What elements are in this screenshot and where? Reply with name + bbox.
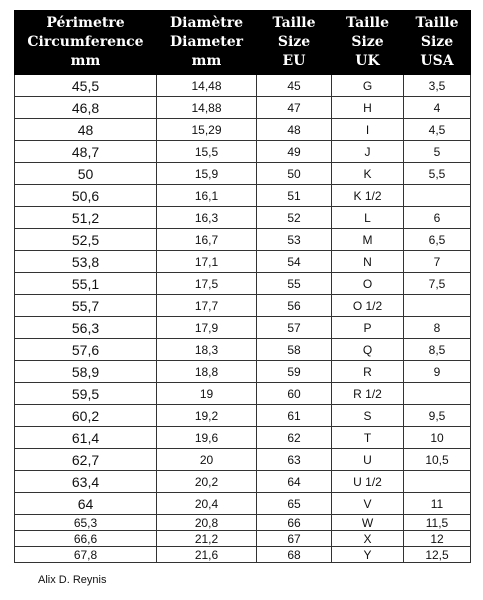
cell-diameter: 21,6 (157, 547, 257, 563)
cell-size-uk: P (332, 317, 404, 339)
cell-size-uk: G (332, 75, 404, 97)
header-label: Size (420, 34, 454, 50)
table-row (15, 295, 471, 317)
cell-size-eu: 53 (257, 229, 332, 251)
cell-size-uk: H (332, 97, 404, 119)
cell-size-usa: 4 (404, 97, 471, 119)
header-unit: UK (355, 53, 380, 69)
header-size-uk (332, 11, 404, 75)
table-row (15, 229, 471, 251)
cell-size-uk: K (332, 163, 404, 185)
cell-circumference: 48,7 (15, 141, 157, 163)
cell-size-usa: 12 (404, 531, 471, 547)
cell-diameter: 19,6 (157, 427, 257, 449)
header-label: Circumference (27, 34, 144, 50)
table-row (15, 185, 471, 207)
table-row (15, 427, 471, 449)
cell-size-uk: R 1/2 (332, 383, 404, 405)
cell-size-uk: S (332, 405, 404, 427)
cell-diameter: 18,3 (157, 339, 257, 361)
cell-circumference: 57,6 (15, 339, 157, 361)
cell-diameter: 17,9 (157, 317, 257, 339)
cell-size-eu: 50 (257, 163, 332, 185)
cell-size-uk: U (332, 449, 404, 471)
cell-size-eu: 68 (257, 547, 332, 563)
cell-diameter: 20,2 (157, 471, 257, 493)
cell-circumference: 62,7 (15, 449, 157, 471)
cell-diameter: 16,1 (157, 185, 257, 207)
header-label: Taille (345, 15, 389, 31)
cell-size-eu: 51 (257, 185, 332, 207)
header-label: Taille (272, 15, 316, 31)
cell-diameter: 17,1 (157, 251, 257, 273)
cell-diameter: 16,3 (157, 207, 257, 229)
cell-size-usa: 9,5 (404, 405, 471, 427)
table-row (15, 163, 471, 185)
header-size-eu (257, 11, 332, 75)
cell-size-uk: L (332, 207, 404, 229)
cell-circumference: 50 (15, 163, 157, 185)
cell-size-usa (404, 295, 471, 317)
cell-diameter: 16,7 (157, 229, 257, 251)
header-label: Diameter (169, 34, 243, 50)
table-row (15, 515, 471, 531)
cell-diameter: 18,8 (157, 361, 257, 383)
cell-size-eu: 48 (257, 119, 332, 141)
cell-diameter: 15,5 (157, 141, 257, 163)
table-row (15, 449, 471, 471)
cell-size-usa: 7,5 (404, 273, 471, 295)
table-row (15, 493, 471, 515)
cell-circumference: 51,2 (15, 207, 157, 229)
cell-size-eu: 60 (257, 383, 332, 405)
cell-size-usa (404, 383, 471, 405)
cell-circumference: 58,9 (15, 361, 157, 383)
cell-diameter: 20,8 (157, 515, 257, 531)
cell-size-uk: O (332, 273, 404, 295)
cell-diameter: 20 (157, 449, 257, 471)
cell-size-uk: X (332, 531, 404, 547)
cell-diameter: 21,2 (157, 531, 257, 547)
cell-size-usa: 8,5 (404, 339, 471, 361)
cell-size-usa: 5,5 (404, 163, 471, 185)
cell-size-uk: N (332, 251, 404, 273)
cell-size-eu: 56 (257, 295, 332, 317)
header-unit: mm (191, 53, 222, 69)
cell-size-usa: 11,5 (404, 515, 471, 531)
table-row (15, 361, 471, 383)
table-row (15, 251, 471, 273)
cell-circumference: 66,6 (15, 531, 157, 547)
cell-size-uk: W (332, 515, 404, 531)
table-row (15, 317, 471, 339)
cell-circumference: 55,1 (15, 273, 157, 295)
cell-circumference: 48 (15, 119, 157, 141)
cell-size-eu: 54 (257, 251, 332, 273)
cell-size-eu: 65 (257, 493, 332, 515)
cell-size-uk: T (332, 427, 404, 449)
cell-size-usa: 12,5 (404, 547, 471, 563)
table-row (15, 531, 471, 547)
cell-size-uk: J (332, 141, 404, 163)
header-unit: EU (282, 53, 306, 69)
cell-size-eu: 64 (257, 471, 332, 493)
cell-circumference: 45,5 (15, 75, 157, 97)
cell-size-eu: 63 (257, 449, 332, 471)
header-row (15, 11, 471, 75)
cell-size-eu: 67 (257, 531, 332, 547)
header-label: Taille (415, 15, 459, 31)
cell-size-usa: 9 (404, 361, 471, 383)
header-label: Size (351, 34, 384, 50)
cell-size-eu: 62 (257, 427, 332, 449)
cell-size-usa: 8 (404, 317, 471, 339)
cell-circumference: 53,8 (15, 251, 157, 273)
cell-size-eu: 66 (257, 515, 332, 531)
cell-circumference: 55,7 (15, 295, 157, 317)
cell-diameter: 15,29 (157, 119, 257, 141)
cell-size-uk: Q (332, 339, 404, 361)
cell-diameter: 20,4 (157, 493, 257, 515)
cell-circumference: 52,5 (15, 229, 157, 251)
header-circumference (15, 11, 157, 75)
cell-diameter: 19 (157, 383, 257, 405)
header-diameter (157, 11, 257, 75)
cell-size-eu: 59 (257, 361, 332, 383)
header-label: Diamètre (169, 15, 243, 31)
cell-size-uk: U 1/2 (332, 471, 404, 493)
cell-size-usa: 7 (404, 251, 471, 273)
cell-circumference: 67,8 (15, 547, 157, 563)
cell-size-usa: 10 (404, 427, 471, 449)
table-row (15, 383, 471, 405)
cell-diameter: 19,2 (157, 405, 257, 427)
header-size-usa (404, 11, 471, 75)
cell-circumference: 46,8 (15, 97, 157, 119)
table-row (15, 97, 471, 119)
table-row (15, 547, 471, 563)
cell-size-uk: I (332, 119, 404, 141)
table-row (15, 141, 471, 163)
cell-size-uk: R (332, 361, 404, 383)
cell-circumference: 60,2 (15, 405, 157, 427)
table-row (15, 405, 471, 427)
table-row (15, 339, 471, 361)
table-row (15, 273, 471, 295)
cell-circumference: 59,5 (15, 383, 157, 405)
table-row (15, 471, 471, 493)
header-unit: USA (420, 53, 454, 69)
cell-size-usa: 11 (404, 493, 471, 515)
table-row (15, 119, 471, 141)
cell-diameter: 15,9 (157, 163, 257, 185)
cell-circumference: 63,4 (15, 471, 157, 493)
cell-circumference: 61,4 (15, 427, 157, 449)
cell-size-usa: 6,5 (404, 229, 471, 251)
cell-size-eu: 47 (257, 97, 332, 119)
cell-diameter: 14,88 (157, 97, 257, 119)
table-row (15, 207, 471, 229)
cell-size-eu: 58 (257, 339, 332, 361)
cell-size-usa: 6 (404, 207, 471, 229)
size-table (14, 10, 471, 563)
cell-size-usa (404, 471, 471, 493)
cell-size-usa: 5 (404, 141, 471, 163)
cell-diameter: 14,48 (157, 75, 257, 97)
cell-size-eu: 55 (257, 273, 332, 295)
cell-size-uk: Y (332, 547, 404, 563)
cell-size-eu: 45 (257, 75, 332, 97)
cell-size-uk: V (332, 493, 404, 515)
cell-size-eu: 61 (257, 405, 332, 427)
author-credit: Alix D. Reynis (38, 574, 107, 586)
ring-size-chart (14, 10, 470, 563)
cell-size-usa: 10,5 (404, 449, 471, 471)
table-body (15, 75, 471, 563)
cell-size-uk: M (332, 229, 404, 251)
cell-circumference: 65,3 (15, 515, 157, 531)
header-label: Périmetre (46, 15, 125, 31)
cell-circumference: 56,3 (15, 317, 157, 339)
cell-circumference: 64 (15, 493, 157, 515)
cell-size-eu: 52 (257, 207, 332, 229)
header-label: Size (277, 34, 311, 50)
cell-size-usa (404, 185, 471, 207)
cell-size-eu: 57 (257, 317, 332, 339)
cell-size-eu: 49 (257, 141, 332, 163)
header-unit: mm (70, 53, 101, 69)
cell-diameter: 17,7 (157, 295, 257, 317)
cell-size-usa: 4,5 (404, 119, 471, 141)
table-row (15, 75, 471, 97)
cell-circumference: 50,6 (15, 185, 157, 207)
cell-size-usa: 3,5 (404, 75, 471, 97)
cell-size-uk: O 1/2 (332, 295, 404, 317)
cell-size-uk: K 1/2 (332, 185, 404, 207)
cell-diameter: 17,5 (157, 273, 257, 295)
